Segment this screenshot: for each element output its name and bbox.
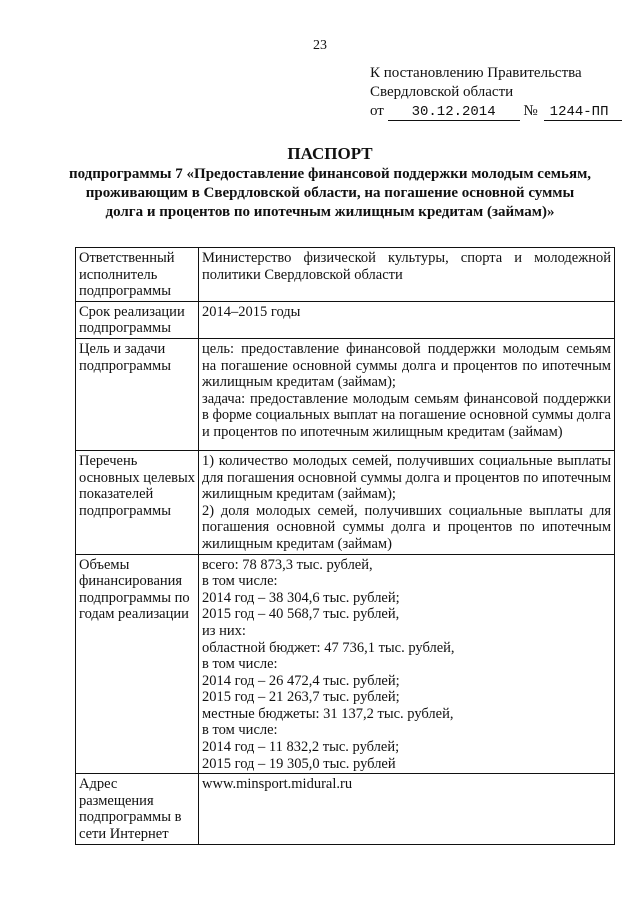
financing-line: 2015 год – 21 263,7 тыс. рублей;: [202, 689, 400, 706]
document-title: [40, 143, 620, 222]
financing-line: 2014 год – 38 304,6 тыс. рублей;: [202, 589, 400, 606]
website-address: www.minsport.midural.ru: [202, 776, 353, 793]
subtitle-line-2: проживающим в Свердловской области, на погашение основной суммы: [85, 185, 575, 201]
approval-reference: [370, 64, 622, 121]
table-row: [76, 338, 615, 450]
table-row: [76, 248, 615, 302]
approval-number: 1244-ПП: [544, 105, 622, 121]
value-text: 2014–2015 годы: [202, 303, 301, 320]
approval-date-number: [370, 102, 622, 121]
table-row: [76, 774, 615, 844]
approval-from-label: от: [370, 103, 384, 119]
task-text: задача: предоставление молодым семьям финансовой поддержки в форме социальных выплат на погашение основной суммы долга и процентов по ипотечным жилищным кредитам (займам): [202, 390, 611, 440]
row-value-term: [199, 301, 615, 338]
row-label-financing: Объемы финансирования подпрограммы по годам реализации: [76, 554, 199, 774]
page-number: 23: [313, 38, 327, 53]
passport-heading: ПАСПОРТ: [287, 144, 373, 163]
row-label-internet: Адрес размещения подпрограммы в сети Интернет: [76, 774, 199, 844]
indicator-1: 1) количество молодых семей, получивших социальные выплаты для погашения основной суммы долга и процентов по ипотечным жилищным кредитам (займам);: [202, 452, 611, 503]
financing-line: всего: 78 873,3 тыс. рублей,: [202, 556, 373, 573]
goal-text: цель: предоставление финансовой поддержки молодым семьям на погашение основной суммы долга и процентов по ипотечным жилищным кредитам (займам);: [202, 340, 611, 391]
financing-line: из них:: [202, 622, 246, 639]
financing-line: местные бюджеты: 31 137,2 тыс. рублей,: [202, 705, 454, 722]
approval-line-1: К постановлению Правительства: [370, 65, 582, 81]
row-value-goals: [199, 338, 615, 450]
passport-table: [75, 247, 615, 845]
row-label-responsible: Ответственный исполнитель подпрограммы: [76, 248, 199, 302]
financing-line: 2014 год – 11 832,2 тыс. рублей;: [202, 739, 400, 756]
table-row: [76, 301, 615, 338]
row-value-responsible: [199, 248, 615, 302]
indicator-2: 2) доля молодых семей, получивших социальные выплаты для погашения основной суммы долга и процентов по ипотечным жилищным кредитам (займам): [202, 502, 611, 552]
financing-line: 2014 год – 26 472,4 тыс. рублей;: [202, 672, 400, 689]
value-text: Министерство физической культуры, спорта и молодежной политики Свердловской области: [202, 250, 611, 283]
row-label-term: Срок реализации подпрограммы: [76, 301, 199, 338]
row-value-internet: [199, 774, 615, 844]
subtitle-line-3: долга и процентов по ипотечным жилищным кредитам (займам)»: [105, 204, 555, 220]
financing-line: областной бюджет: 47 736,1 тыс. рублей,: [202, 639, 455, 656]
row-value-indicators: [199, 450, 615, 554]
approval-date: 30.12.2014: [388, 105, 520, 121]
row-label-indicators: Перечень основных целевых показателей подпрограммы: [76, 450, 199, 554]
row-value-financing: [199, 554, 615, 774]
table-row: [76, 450, 615, 554]
row-label-goals: Цель и задачи подпрограммы: [76, 338, 199, 450]
financing-line: в том числе:: [202, 722, 278, 739]
table-row: [76, 554, 615, 774]
approval-line-2: Свердловской области: [370, 84, 514, 100]
financing-line: в том числе:: [202, 573, 278, 590]
subtitle-line-1: подпрограммы 7 «Предоставление финансовой поддержки молодым семьям,: [68, 166, 592, 182]
financing-line: 2015 год – 19 305,0 тыс. рублей: [202, 755, 396, 772]
approval-number-label: №: [523, 103, 538, 119]
financing-line: 2015 год – 40 568,7 тыс. рублей,: [202, 606, 400, 623]
financing-line: в том числе:: [202, 656, 278, 673]
